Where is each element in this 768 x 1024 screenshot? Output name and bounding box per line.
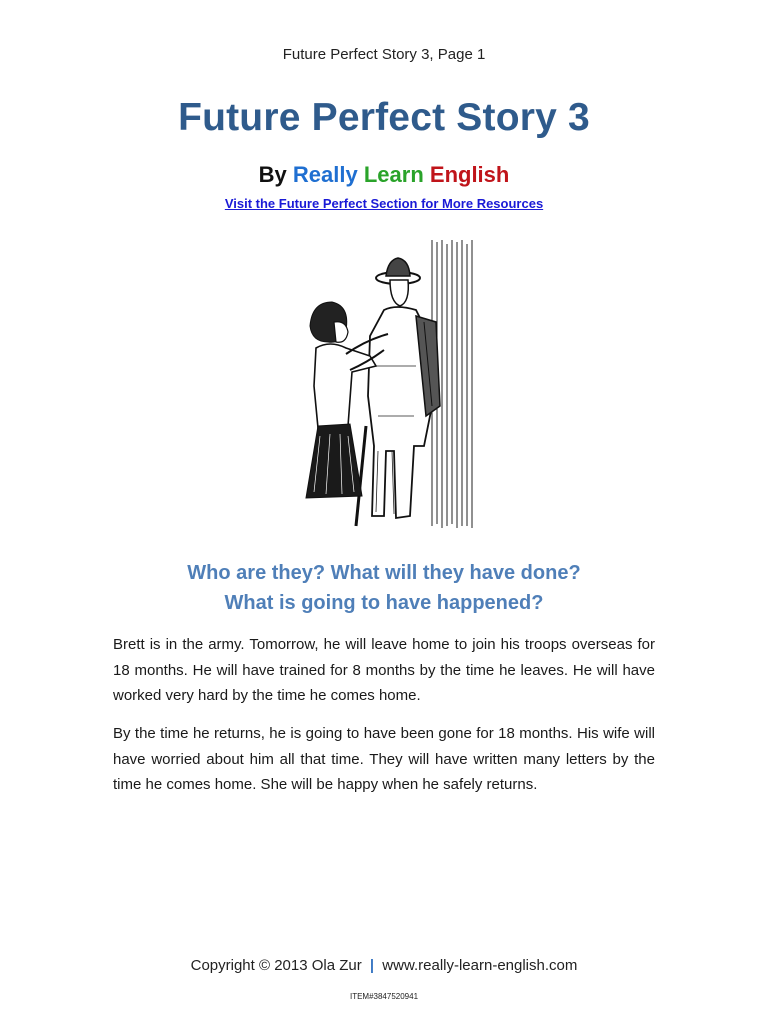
resources-link-wrapper [0,196,768,211]
page-footer [0,957,768,974]
item-number: ITEM#3847520941 [349,992,419,1001]
story-question [0,558,768,618]
footer-copyright: Copyright © 2013 Ola Zur [190,957,362,974]
resources-link[interactable]: Visit the Future Perfect Section for More Resources [224,196,544,211]
question-line-2: What is going to have happened? [224,592,544,614]
soldier-and-woman-illustration [296,236,482,532]
footer-separator: | [369,957,375,974]
byline-really: Really [292,162,358,187]
page-header: Future Perfect Story 3, Page 1 [282,46,486,63]
byline-english: English [429,162,510,187]
page-title: Future Perfect Story 3 [178,96,590,139]
story-paragraph-2: By the time he returns, he is going to have been gone for 18 months. His wife will have worried about him all that time. They will have written many letters by the time he comes home. She will be happy when he safely returns. [113,725,655,793]
byline [0,162,768,188]
question-line-1: Who are they? What will they have done? [187,562,581,584]
byline-learn: Learn [363,162,424,187]
story-paragraph-1: Brett is in the army. Tomorrow, he will leave home to join his troops overseas for 18 months. He will have trained for 8 months by the time he leaves. He will have worked very hard by the time he comes home. [113,636,655,704]
byline-by: By [258,162,287,187]
footer-website: www.really-learn-english.com [382,957,578,974]
